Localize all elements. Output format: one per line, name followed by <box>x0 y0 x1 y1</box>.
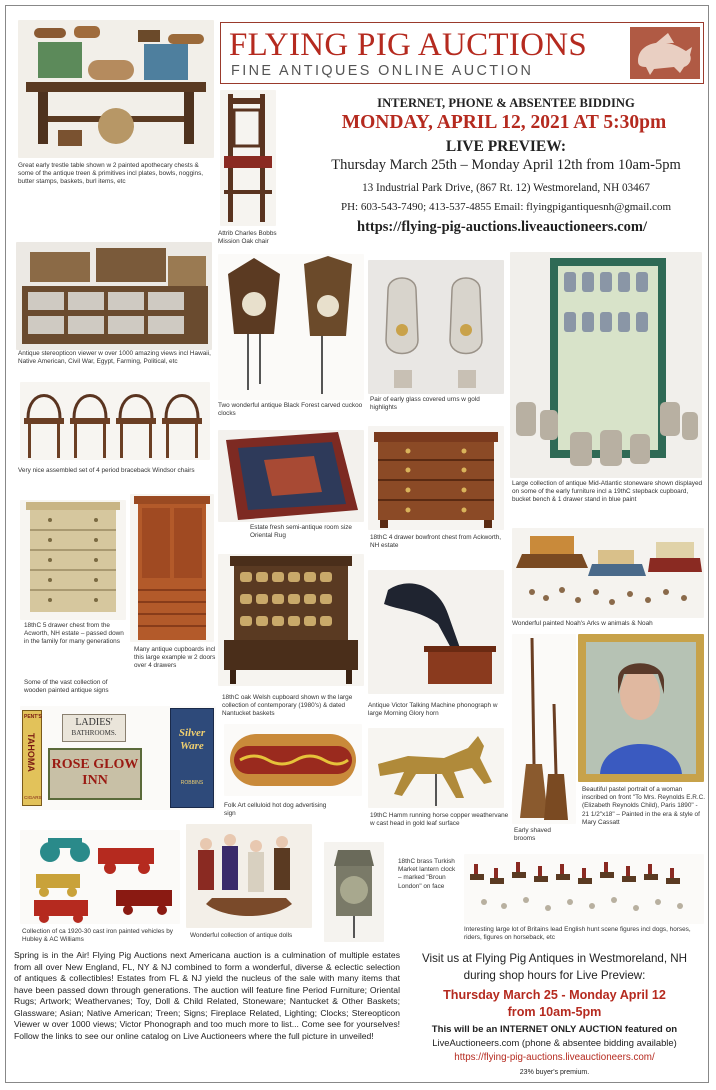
photo-mission-chair <box>220 90 276 226</box>
caption-windsor-chairs: Very nice assembled set of 4 period braceback Windsor chairs <box>18 467 195 474</box>
caption-high-chest: 18thC 5 drawer chest from the Acworth, NH estate – passed down in the family for many generations <box>24 622 124 646</box>
preview-dates: Thursday March 25th – Monday April 12th from 10am-5pm <box>331 157 681 173</box>
caption-lantern-clock: 18thC brass Turkish Market lantern clock – marked "Broun London" on face <box>398 858 456 890</box>
photo-shaved-brooms <box>512 634 576 824</box>
visit-info-box <box>406 948 703 1080</box>
photo-weathervane <box>368 728 504 808</box>
caption-shaved-brooms: Early shaved brooms <box>514 827 551 843</box>
buyers-premium: 23% buyer's premium. <box>519 1069 590 1076</box>
auction-title: FLYING PIG AUCTIONS <box>229 27 588 63</box>
photo-tall-cupboard <box>130 494 214 642</box>
caption-pastel-portrait: Beautiful pastel portrait of a woman inscribed on front "To Mrs. Reynolds E.R.C. (Elizabeth Reynolds Child), Paris 1890" - 21 1/2"x18" – Painted in the era & style of Mary Cassatt <box>582 786 706 826</box>
caption-trestle-table: Great early trestle table shown w 2 painted apothecary chests & some of the antique treen & primitives incl plates, bowls, noggins, butter stamps, baskets, burl items, etc <box>18 162 204 186</box>
visit-line-2: during shop hours for Live Preview: <box>463 969 646 982</box>
flying-pig-logo-icon <box>630 27 700 79</box>
photo-stoneware-cupboard <box>510 252 702 478</box>
caption-stereopticon: Antique stereopticon viewer w over 1000 amazing views incl Hawaii, Native American, Civil War, Egypt, Farming, Political, etc <box>18 350 211 366</box>
caption-antique-dolls: Wonderful collection of antique dolls <box>190 932 293 939</box>
photo-cast-iron-vehicles <box>20 830 180 924</box>
photo-noahs-arks <box>512 528 704 618</box>
auction-url[interactable]: https://flying-pig-auctions.liveauctioneers.com/ <box>357 219 647 235</box>
photo-welsh-cupboard <box>218 554 364 686</box>
photo-bowfront-chest <box>368 426 504 530</box>
visit-dates-1: Thursday March 25 - Monday April 12 <box>443 988 666 1002</box>
online-line-1: This will be an INTERNET ONLY AUCTION featured on <box>431 1024 678 1035</box>
online-line-2: LiveAuctioneers.com (phone & absentee bidding available) <box>432 1037 677 1048</box>
caption-victor-phonograph: Antique Victor Talking Machine phonograph w large Morning Glory horn <box>368 702 498 718</box>
photo-victor-phonograph <box>368 570 504 694</box>
photo-oriental-rug <box>218 430 364 522</box>
visit-url[interactable]: https://flying-pig-auctions.liveauctioneers.com/ <box>454 1052 655 1063</box>
photo-hot-dog-sign <box>224 724 362 796</box>
photo-britains-figures <box>464 854 704 924</box>
auction-date: MONDAY, APRIL 12, 2021 AT 5:30pm <box>341 112 667 133</box>
auction-flyer <box>5 5 709 1083</box>
header-banner <box>220 22 704 84</box>
photo-trestle-table <box>18 20 214 158</box>
caption-glass-urns: Pair of early glass covered urns w gold highlights <box>370 396 480 412</box>
photo-antique-dolls <box>186 824 312 928</box>
sign-rose-glow-inn: ROSE GLOW INN <box>48 748 142 800</box>
photo-glass-urns <box>368 260 504 394</box>
caption-cupboards: Many antique cupboards incl this large example w 2 doors over 4 drawers <box>134 646 216 670</box>
caption-oriental-rug: Estate fresh semi-antique room size Oriental Rug <box>250 524 352 540</box>
caption-mission-chair: Attrib Charles Bobbs Mission Oak chair <box>218 230 277 246</box>
caption-cast-iron-vehicles: Collection of ca 1920-30 cast iron painted vehicles by Hubley & AC Williams <box>22 928 173 944</box>
sign-tahoma: PENT'S TAHOMA CIGARS <box>22 710 42 806</box>
photo-signs <box>20 706 216 810</box>
bidding-line: INTERNET, PHONE & ABSENTEE BIDDING <box>377 96 635 110</box>
caption-stoneware: Large collection of antique Mid-Atlantic stoneware shown displayed on some of the early furniture incl a 19thC stepback cupboard, bucket bench & 1 drawer stand in blue paint <box>512 480 703 504</box>
sign-silver-ware: Silver Ware ROBBINS <box>170 708 214 808</box>
contact-line: PH: 603-543-7490; 413-537-4855 Email: flyingpigantiquesnh@gmail.com <box>340 201 671 213</box>
auction-description: Spring is in the Air! Flying Pig Auctions next Americana auction is a culmination of multiple estates from all over New England, FL, NY & NJ combined to form a wonderful, diverse & eclectic selection of antiques & collectibles! Estates from FL & NJ yield the nucleus of the sale with many items that have been passed down through generations. The auction will feature fine Period Furniture; Oriental Rugs; Artwork; Weathervanes; Toy, Doll & Child Related, Stoneware; Nantucket & Other Baskets; Glassware; Asian; Native American; Treen; Signs; Fireplace Related, Lighting; Clocks; Stereopticon Viewer w over 1000 views; Victor Phonograph and too much more to list... Come see for yourselves! Follow the links to see our online catalog on Live Auctioneers where the full picture in unveiled! <box>14 950 400 1041</box>
visit-dates-2: from 10am-5pm <box>507 1005 602 1019</box>
photo-cuckoo-clocks <box>218 254 364 400</box>
sign-ladies-bathrooms: LADIES' BATHROOMS. <box>62 714 126 742</box>
address-line: 13 Industrial Park Drive, (867 Rt. 12) Westmoreland, NH 03467 <box>362 182 650 194</box>
caption-noahs-arks: Wonderful painted Noah's Arks w animals & Noah <box>512 620 653 627</box>
caption-cuckoo-clocks: Two wonderful antique Black Forest carved cuckoo clocks <box>218 402 363 418</box>
photo-stereopticon <box>16 242 212 350</box>
preview-label: LIVE PREVIEW: <box>445 138 567 155</box>
photo-windsor-chairs <box>20 382 210 460</box>
caption-bowfront-chest: 18thC 4 drawer bowfront chest from Ackworth, NH estate <box>370 534 502 550</box>
caption-welsh-cupboard: 18thC oak Welsh cupboard shown w the large collection of contemporary (1980's) & dated Nantucket baskets <box>222 694 353 718</box>
caption-wooden-signs: Some of the vast collection of wooden painted antique signs <box>24 679 109 695</box>
photo-lantern-clock <box>324 842 384 942</box>
caption-britains-figures: Interesting large lot of Britains lead English hunt scene figures incl dogs, horses, riders, figures on horseback, etc <box>464 926 691 942</box>
caption-hot-dog-sign: Folk Art celluloid hot dog advertising sign <box>224 802 327 818</box>
auction-subtitle: FINE ANTIQUES ONLINE AUCTION <box>231 63 534 79</box>
visit-line-1: Visit us at Flying Pig Antiques in Westmoreland, NH <box>421 952 688 965</box>
photo-pastel-portrait <box>578 634 704 782</box>
caption-weathervane: 19thC Hamm running horse copper weathervane w cast head in gold leaf surface <box>370 812 509 828</box>
photo-high-chest <box>20 500 126 620</box>
